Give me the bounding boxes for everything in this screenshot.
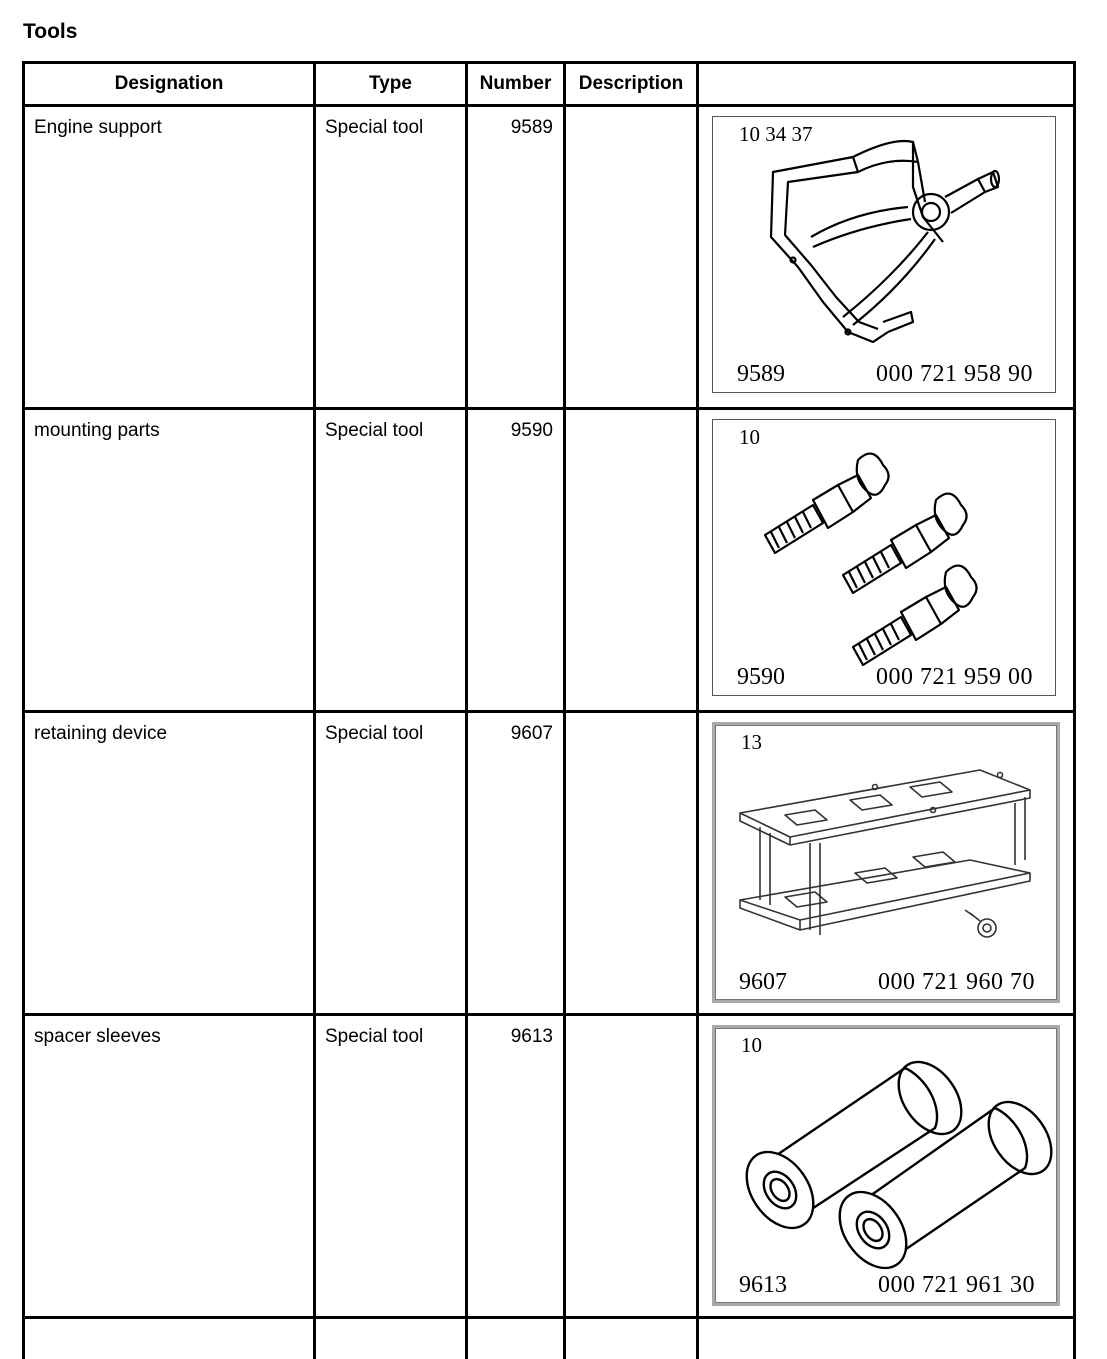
table-row [24, 1318, 1075, 1359]
header-type: Type [315, 63, 467, 106]
page-title: Tools [23, 20, 77, 44]
figure-part-number: 000 721 958 90 [876, 361, 1033, 388]
cell-number: 9607 [467, 712, 565, 1015]
table-row [24, 712, 1075, 1015]
cell-figure [698, 1015, 1075, 1318]
cell-number: 9589 [467, 106, 565, 409]
cell-number: 9613 [467, 1015, 565, 1318]
figure-top-code: 10 [739, 425, 760, 450]
cell-designation: mounting parts [24, 409, 315, 712]
cell-description [565, 106, 698, 409]
cell-description [565, 712, 698, 1015]
cell-description [565, 1318, 698, 1359]
figure-top-code: 13 [741, 730, 762, 755]
table-row [24, 1015, 1075, 1318]
cell-type: Special tool [315, 1015, 467, 1318]
figure-part-number: 000 721 959 00 [876, 664, 1033, 691]
cell-figure [698, 1318, 1075, 1359]
retaining-frame-drawing [712, 722, 1060, 1003]
cell-type [315, 1318, 467, 1359]
figure-tool-number: 9589 [737, 361, 785, 388]
header-designation: Designation [24, 63, 315, 106]
spacer-sleeves-drawing [712, 1025, 1060, 1306]
cell-description [565, 409, 698, 712]
figure-tool-number: 9590 [737, 664, 785, 691]
cell-figure [698, 106, 1075, 409]
tools-table [22, 61, 1076, 1359]
cell-type: Special tool [315, 409, 467, 712]
figure-top-code: 10 34 37 [739, 122, 813, 147]
cell-type: Special tool [315, 106, 467, 409]
figure-part-number: 000 721 960 70 [878, 969, 1035, 996]
figure-part-number: 000 721 961 30 [878, 1272, 1035, 1299]
mounting-bolts-drawing [712, 419, 1056, 696]
figure-tool-number: 9607 [739, 969, 787, 996]
cell-description [565, 1015, 698, 1318]
cell-number: 9590 [467, 409, 565, 712]
cell-designation: retaining device [24, 712, 315, 1015]
figure-top-code: 10 [741, 1033, 762, 1058]
engine-support-drawing [712, 116, 1056, 393]
cell-designation: spacer sleeves [24, 1015, 315, 1318]
figure-tool-number: 9613 [739, 1272, 787, 1299]
table-row [24, 409, 1075, 712]
cell-figure [698, 409, 1075, 712]
header-image [698, 63, 1075, 106]
header-description: Description [565, 63, 698, 106]
cell-type: Special tool [315, 712, 467, 1015]
cell-designation: Engine support [24, 106, 315, 409]
table-header-row [24, 63, 1075, 106]
table-row [24, 106, 1075, 409]
cell-designation [24, 1318, 315, 1359]
cell-figure [698, 712, 1075, 1015]
header-number: Number [467, 63, 565, 106]
cell-number [467, 1318, 565, 1359]
